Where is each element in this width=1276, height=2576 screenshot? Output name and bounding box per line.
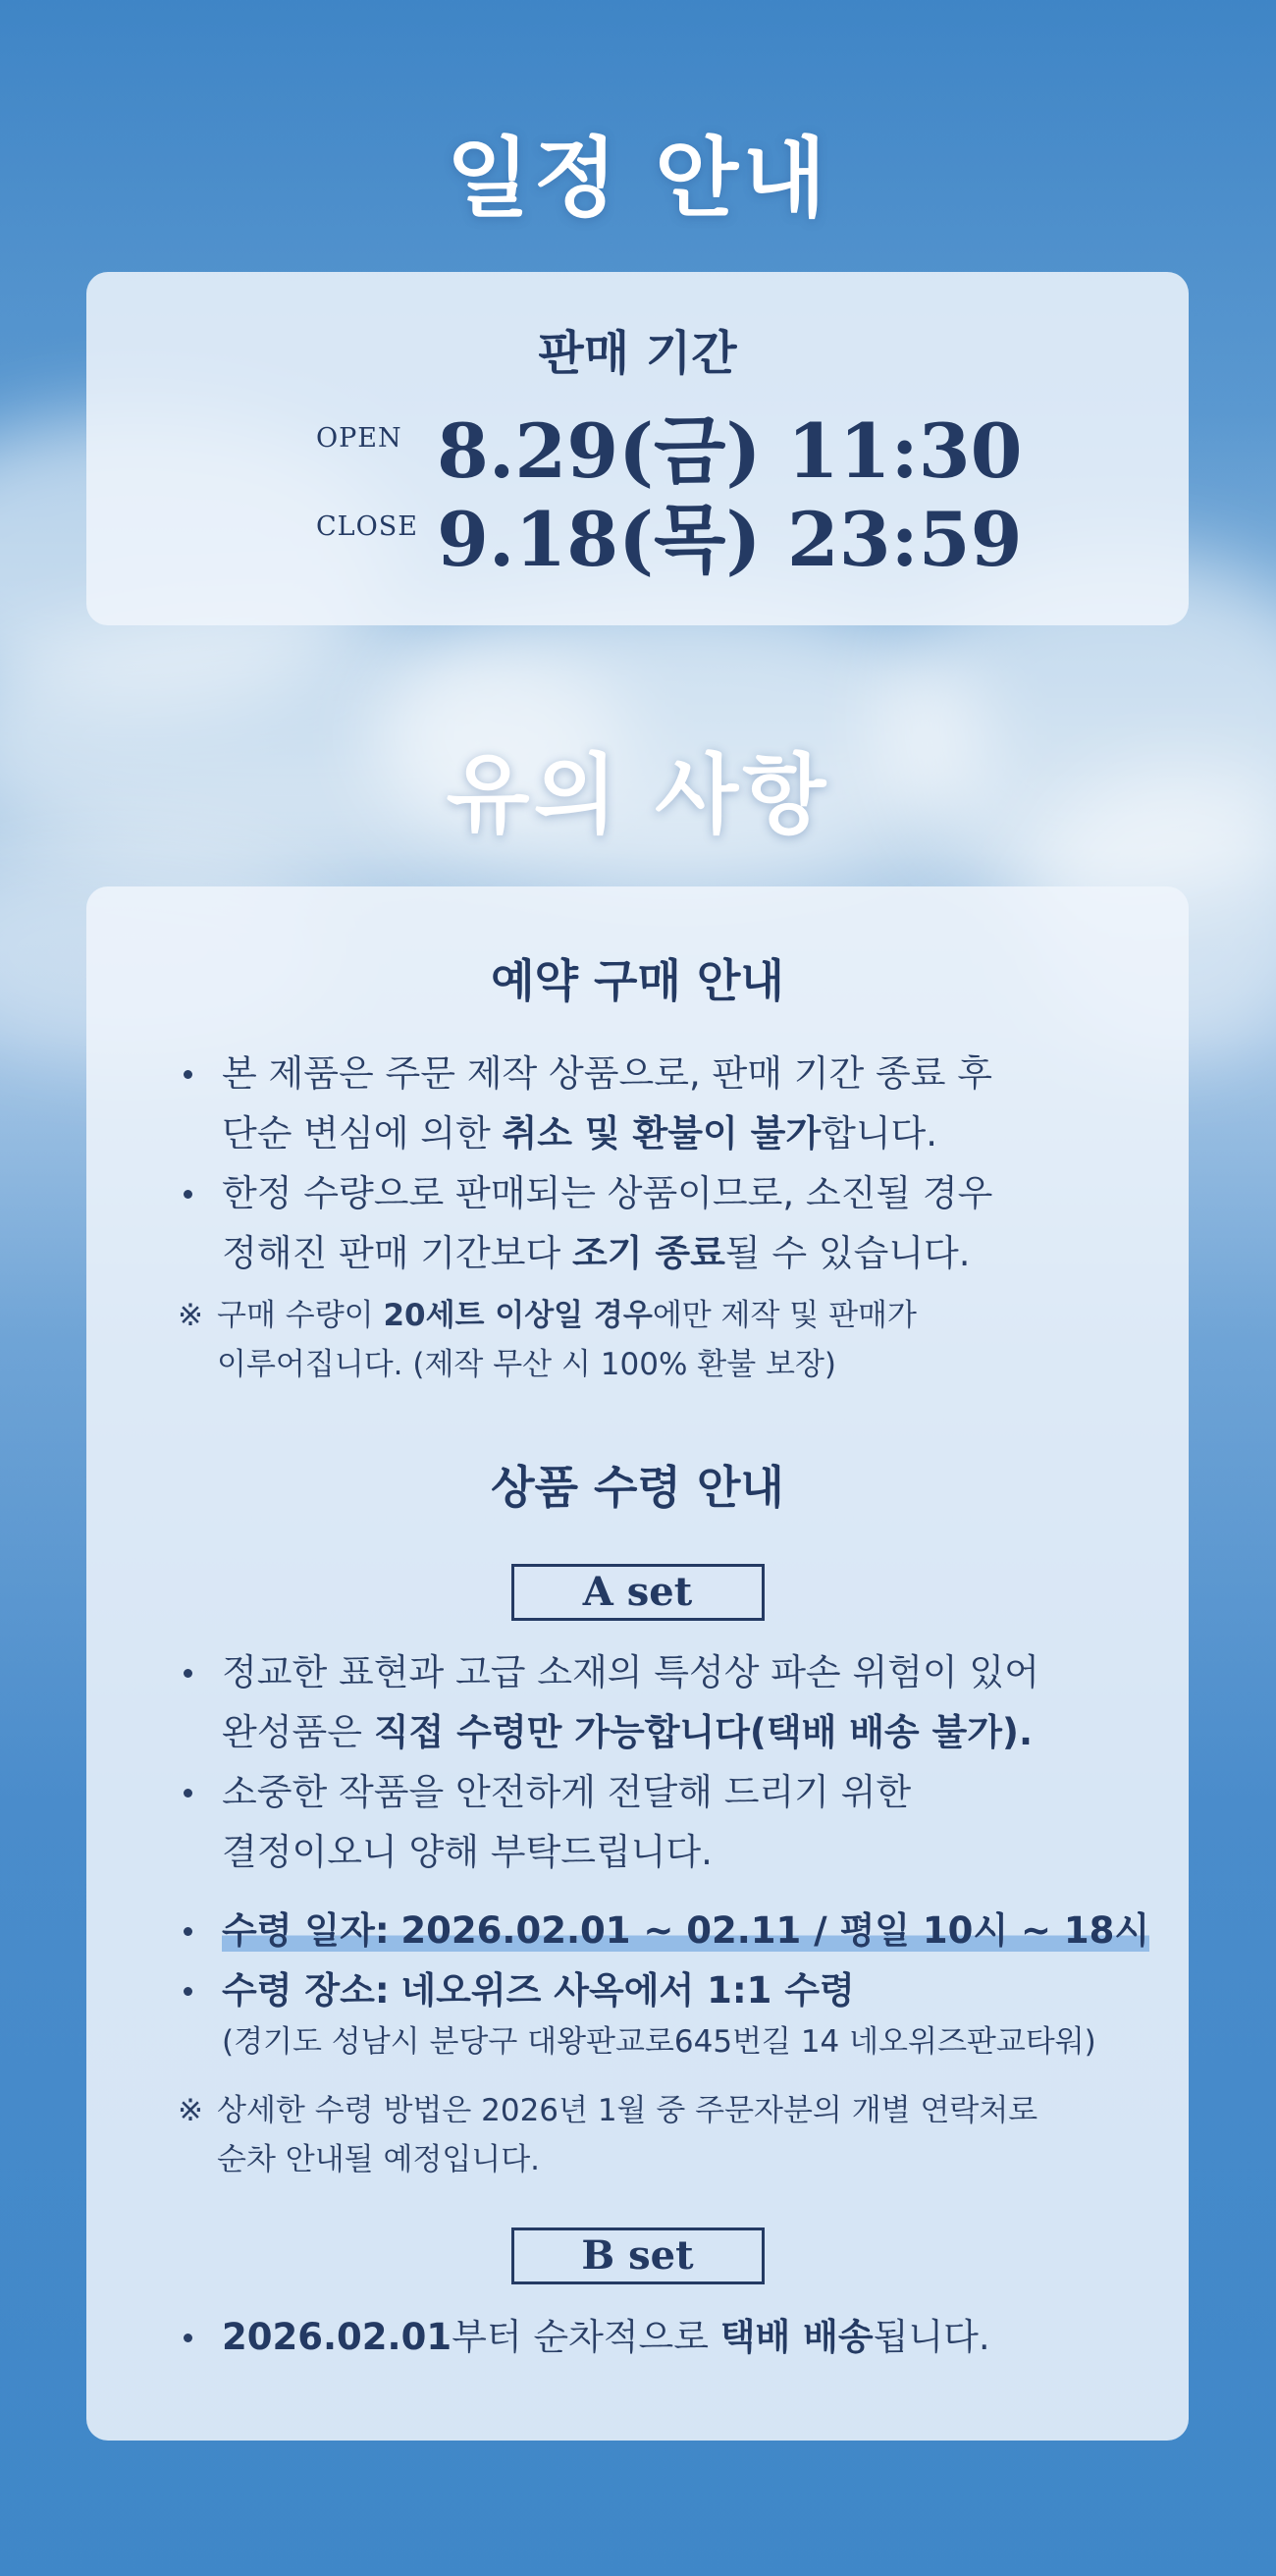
set-a-label: A set	[511, 1564, 765, 1621]
bullet-emphasis: 조기 종료	[571, 1232, 725, 1274]
preorder-heading: 예약 구매 안내	[491, 954, 784, 1007]
sales-period-heading: 판매 기간	[538, 326, 737, 381]
close-row	[86, 480, 1189, 583]
pickup-address: (경기도 성남시 분당구 대왕판교로645번길 14 네오위즈판교타워)	[222, 2024, 1096, 2060]
bullet-text: 부터 순차적으로	[452, 2316, 720, 2358]
bullet-text: 소중한 작품을 안전하게 전달해 드리기 위한	[222, 1771, 912, 1813]
bullet-text: 합니다.	[821, 1112, 938, 1154]
list-item	[178, 2307, 1159, 2367]
notice-card	[86, 886, 1189, 2441]
list-item	[178, 1044, 1120, 1163]
list-item	[178, 1642, 1159, 1762]
schedule-title: 일정 안내	[446, 127, 830, 229]
close-label: CLOSE	[316, 511, 418, 542]
pickup-details	[178, 1901, 1159, 2020]
note-mark: ※	[178, 1298, 203, 1333]
list-item	[178, 1163, 1120, 1283]
close-datetime: 9.18(목) 23:59	[437, 496, 1023, 583]
notice-title: 유의 사항	[446, 743, 830, 845]
schedule-card	[86, 272, 1189, 625]
bullet-text: 결정이오니 양해 부탁드립니다.	[222, 1831, 713, 1873]
open-row	[86, 392, 1189, 495]
note-text: 에만 제작 및 판매가	[652, 1298, 917, 1333]
preorder-note	[178, 1291, 1179, 1389]
bullet-text: 한정 수량으로 판매되는 상품이므로, 소진될 경우	[222, 1172, 993, 1214]
pickup-place-value: 네오위즈 사옥에서 1:1 수령	[400, 1969, 855, 2012]
bullet-emphasis: 직접 수령만 가능합니다(택배 배송 불가).	[373, 1711, 1034, 1753]
pickup-date-label: 수령 일자:	[222, 1909, 390, 1952]
pickup-place-label: 수령 장소:	[222, 1969, 390, 2012]
set-a-list	[178, 1642, 1159, 1882]
bullet-text: 될 수 있습니다.	[724, 1232, 971, 1274]
list-item	[178, 1762, 1159, 1882]
delivery-date: 2026.02.01	[222, 2316, 452, 2358]
open-label: OPEN	[316, 423, 402, 454]
note-text: 상세한 수령 방법은 2026년 1월 중 주문자분의 개별 연락처로	[217, 2093, 1038, 2128]
pickup-date-value: 2026.02.01 ~ 02.11 / 평일 10시 ~ 18시	[400, 1909, 1150, 1952]
note-emphasis: 20세트 이상일 경우	[383, 1298, 653, 1333]
preorder-list	[178, 1044, 1120, 1283]
note-text: 이루어집니다. (제작 무산 시 100% 환불 보장)	[217, 1347, 836, 1382]
bullet-text: 됩니다.	[873, 2316, 990, 2358]
pickup-date-item	[178, 1901, 1159, 1960]
open-datetime: 8.29(금) 11:30	[437, 407, 1023, 495]
bullet-text: 본 제품은 주문 제작 상품으로, 판매 기간 종료 후	[222, 1052, 992, 1095]
note-text: 구매 수량이	[217, 1298, 384, 1333]
pickup-note	[178, 2086, 1198, 2184]
bullet-text: 정교한 표현과 고급 소재의 특성상 파손 위험이 있어	[222, 1651, 1039, 1693]
pickup-place-item	[178, 1960, 1159, 2020]
bullet-emphasis: 택배 배송	[719, 2316, 874, 2358]
note-text: 순차 안내될 예정입니다.	[217, 2142, 541, 2177]
note-mark: ※	[178, 2093, 203, 2128]
set-b-list	[178, 2307, 1159, 2367]
pickup-heading: 상품 수령 안내	[491, 1461, 784, 1514]
bullet-emphasis: 취소 및 환불이 불가	[502, 1112, 822, 1154]
set-b-label: B set	[511, 2227, 765, 2284]
bullet-text: 정해진 판매 기간보다	[222, 1232, 572, 1274]
bullet-text: 완성품은	[222, 1711, 374, 1753]
bullet-text: 단순 변심에 의한	[222, 1112, 503, 1154]
